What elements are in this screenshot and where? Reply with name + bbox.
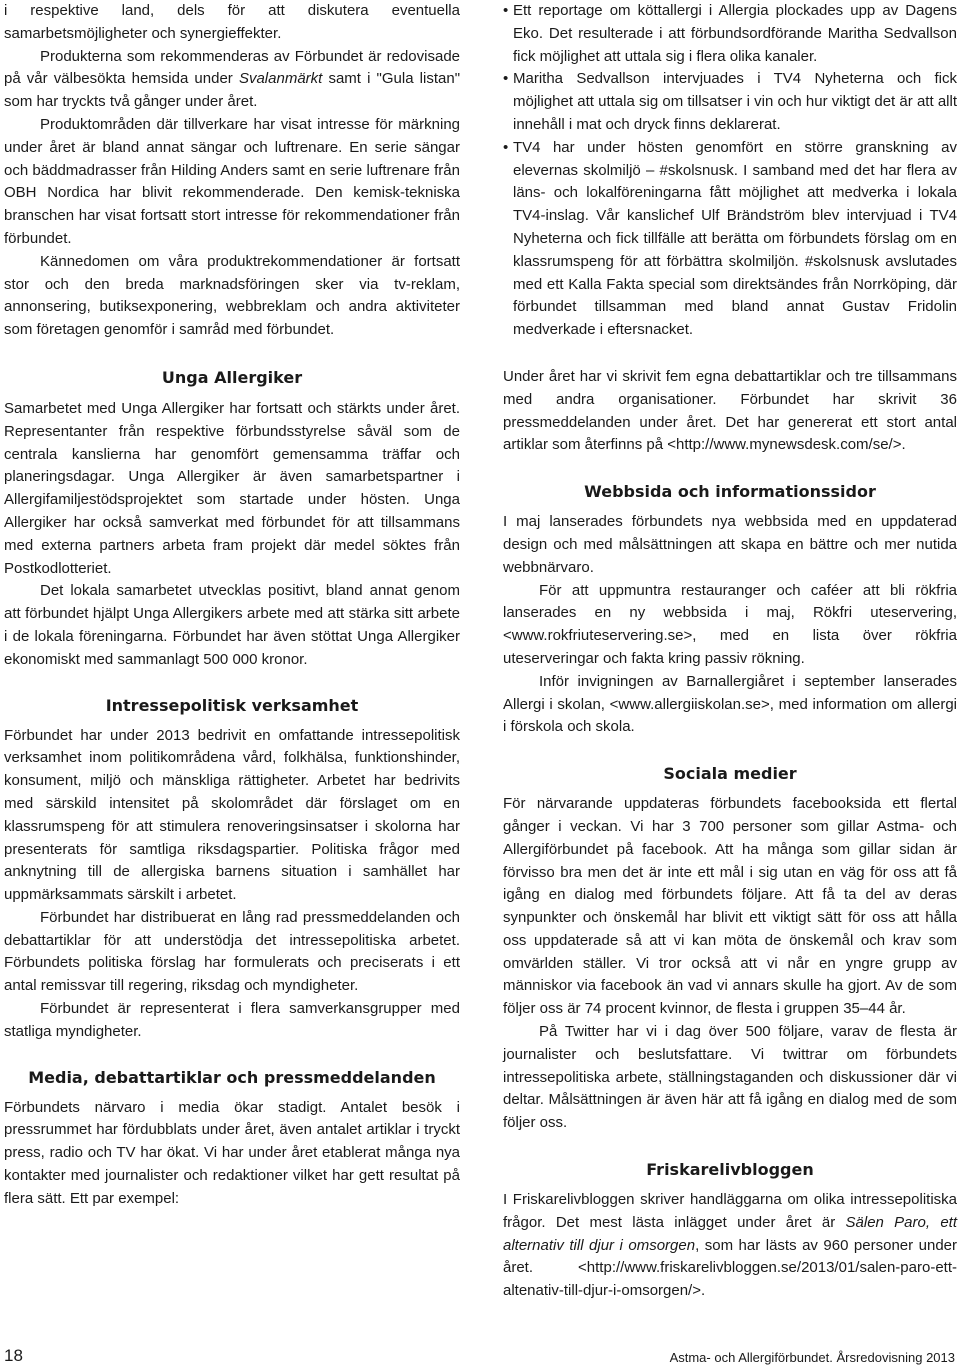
paragraph-intro: i respektive land, dels för att diskutera eventuella samarbetsmöjligheter och synergieffekter.	[4, 2, 460, 42]
paragraph-kannedomen: Kännedomen om våra produktrekommendationer är fortsatt stor och den breda marknadsföringen sker via tv-reklam, annonsering, butiksexponering, webbreklam och andra aktiviteter som företagen genomför i samråd med förbundet.	[4, 252, 460, 339]
paragraph-intressepolitisk-2: Förbundet har distribuerat en lång rad pressmeddelanden och debattartiklar för att understödja det intressepolitiska arbetet. Förbundets politiska förslag har formulerats och preciserats i ett antal remissvar till regering, riksdag och myndigheter.	[4, 908, 460, 995]
paragraph-webb-3: Inför invigningen av Barnallergiåret i september lanserades Allergi i skolan, <www.allergiiskolan.se>, med information om allergi i förskola och skola.	[503, 672, 957, 736]
list-item: • Maritha Sedvallson intervjuades i TV4 Nyheterna och fick möjlighet att uttala sig om tillsatser i vin och hur viktigt det är att allt innehåll i mat och dryck finns deklarerat.	[503, 68, 957, 136]
paragraph-produktomraden: Produktområden där tillverkare har visat intresse för märkning under året är bland annat sängar och luftrenare. En serie sängar och bäddmadrasser från Hilding Anders samt en serie luftrenare från OBH Nordica har blivit rekommenderade. Den kemisk-tekniska branschen har visat fortsatt stort intresse för rekommendationer från förbundet.	[4, 115, 460, 247]
paragraph-sociala-2: På Twitter har vi i dag över 500 följare, varav de flesta är journalister och beslutsfattare. Vi twittrar om förbundets intressepolitiska arbete, ställningstaganden och diskussioner där vi deltar. Målsättningen är även här att få igång en dialog med de som följer oss.	[503, 1023, 957, 1132]
heading-media: Media, debattartiklar och pressmeddelanden	[28, 1067, 436, 1087]
heading-sociala-medier: Sociala medier	[663, 764, 797, 784]
paragraph-intressepolitisk-3: Förbundet är representerat i flera samverkansgrupper med statliga myndigheter.	[4, 1000, 460, 1040]
paragraph-unga-1: Samarbetet med Unga Allergiker har fortsatt och stärkts under året. Representanter från respektive förbundsstyrelse såväl som de centrala kanslierna har genomfört gemensamma träffar och planeringsdagar. Unga Allergiker är även samarbetspartner i Allergifamiljestödsprojektet som startade under hösten. Unga Allergiker har också samverkat med förbundet för att tillsammans med externa partners arbeta fram projekt där medel söktes från Postkodlotteriet.	[4, 399, 460, 577]
svalanmarkt-emphasis: Svalanmärkt	[238, 70, 323, 88]
page-number: 18	[4, 1346, 23, 1365]
heading-friskarelivbloggen: Friskarelivbloggen	[646, 1160, 814, 1180]
media-examples-list	[503, 0, 957, 342]
paragraph-intressepolitisk-1: Förbundet har under 2013 bedrivit en omfattande intressepolitisk verksamhet inom politikområdena vård, folkhälsa, funktionshinder, konsument, miljö och mänskliga rättigheter. Arbetet har bedrivits med särskild intensitet på skolområdet där förslaget om en klassrumspeng för att stimulera renoveringsinsatser i skolorna har presenterats för samtliga riksdagspartier. Politiska frågor med anknytning till de allergiska barnens situation i samhället har uppmärksammats särskilt i arbetet.	[4, 726, 460, 904]
publication-title: Astma- och Allergiförbundet. Årsredovisning 2013	[669, 1350, 955, 1365]
heading-unga-allergiker: Unga Allergiker	[161, 367, 303, 387]
list-item: • Ett reportage om köttallergi i Allergia plockades upp av Dagens Eko. Det resulterade i att förbundsordförande Maritha Sedvallson fick möjlighet att uttala sig i flera olika kanaler.	[503, 0, 957, 68]
blog-post-title: Sälen Paro, ett alternativ till djur i omsorgen	[503, 1213, 957, 1254]
paragraph-sociala-1: För närvarande uppdateras förbundets facebooksida ett flertal gånger i veckan. Vi har 3 700 personer som gillar Astma- och Allergiförbundet på facebook. Att ha många som gillar sidan är förvisso bra men det är inte ett mål i sig utan en väg för oss att få igång en dialog med förbundets följare. Att få ta del av deras synpunkter och önskemål har blivit ett viktigt sätt för oss att hålla oss uppdaterade så att vi kan möta de önskemål och krav som omvärlden ställer. Vi tror också att vi når en yngre grupp av människor via facebook än vad vi annars skulle ha gjort. Av de som följer oss är 74 procent kvinnor, de flesta i gruppen 35–44 år.	[503, 795, 957, 1018]
paragraph-webb-2: För att uppmuntra restauranger och caféer att bli rökfria lanserades en ny webbsida i maj, Rökfri uteservering, <www.rokfriuteservering.se>, med en lista över rökfria uteserveringar och fakta kring passiv rökning.	[503, 581, 957, 667]
paragraph-webb-1: I maj lanserades förbundets nya webbsida med en uppdaterad design och med målsättningen att skapa en bättre och mer nutida webbnärvaro.	[503, 513, 957, 576]
paragraph-svalanmarkt: Produkterna som rekommenderas av Förbundet är redovisade på vår välbesökta hemsida under Svalanmärkt samt i "Gula listan" som har tryckts två gånger under året.	[4, 47, 461, 111]
right-column	[503, 0, 957, 1303]
paragraph-unga-2: Det lokala samarbetet utvecklas positivt, bland annat genom att förbundet hjälpt Unga Allergikers arbete med att stärka sitt arbete i de lokala föreningarna. Förbundet har även stöttat Unga Allergiker ekonomiskt med sammanlagt 500 000 kronor.	[4, 582, 460, 668]
list-item: • TV4 har under hösten genomfört en större granskning av elevernas skolmiljö – #skolsnusk. I samband med det har flera av läns- och lokalföreningarna fått möjlighet att medverka i lokala TV4-inslag. Vår kanslichef Ulf Brändström blev intervjuad i TV4 Nyheterna och fick tillfälle att berätta om förbundets förslag om en klassrumspeng för att förbättra skolmiljön. #skolsnusk avslutades med ett Kalla Fakta special som direktsändes från Norrköping, där förbundet tillsamman med bland annat Gustav Fridolin medverkade i eftersnacket.	[503, 137, 957, 342]
heading-intressepolitisk: Intressepolitisk verksamhet	[105, 695, 359, 715]
paragraph-friskarelivbloggen: I Friskarelivbloggen skriver handläggarna om olika intressepolitiska frågor. Det mest lästa inlägget under året är Sälen Paro, ett alternativ till djur i omsorgen, som har lästs av 960 personer under året. <http://www.friskarelivbloggen.se/2013/01/salen-paro-ett-altenativ-till-djur-i-omsorgen/>.	[503, 1191, 957, 1300]
paragraph-media-2: Under året har vi skrivit fem egna debattartiklar och tre tillsammans med andra organisationer. Förbundet har skrivit 36 pressmeddelanden under året. Det har genererat ett stort antal artiklar som återfinns på <http://www.mynewsdesk.com/se/>.	[503, 367, 957, 454]
paragraph-media-1: Förbundets närvaro i media ökar stadigt. Antalet besök i pressrummet har fördubblats under året, även antalet artiklar i tryckt press, radio och TV har ökat. Vi har under året etablerat många nya kontakter med journalister och redaktioner vilket har gett resultat på flera sätt. Ett par exempel:	[4, 1098, 460, 1207]
left-column	[4, 0, 460, 1211]
heading-webbsida: Webbsida och informationssidor	[584, 482, 876, 502]
